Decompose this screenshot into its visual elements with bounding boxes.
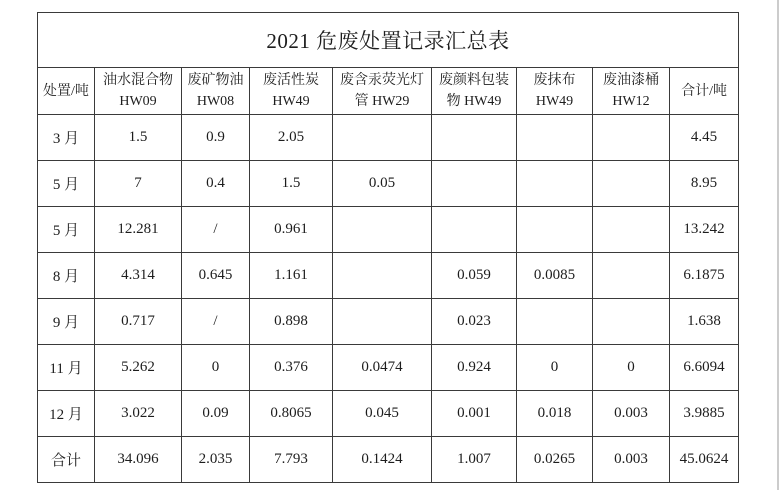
row-month-label: 8 月 [38,253,95,299]
table-cell [517,161,593,207]
table-cell [333,207,432,253]
table-cell: 2.035 [182,437,250,483]
row-month-label: 5 月 [38,207,95,253]
table-cell: 0.09 [182,391,250,437]
table-cell: 0.003 [593,391,670,437]
table-cell: 1.161 [250,253,333,299]
table-cell: 1.5 [250,161,333,207]
table-cell [333,299,432,345]
table-cell [593,115,670,161]
table-cell [432,115,517,161]
title-row [38,13,739,68]
table-title: 2021 危废处置记录汇总表 [38,13,739,68]
table-cell: 0 [517,345,593,391]
table-row-august [38,253,739,299]
table-cell [517,207,593,253]
table-cell [432,207,517,253]
header-row [38,68,739,115]
table-cell: 0.001 [432,391,517,437]
total-cell: 6.6094 [670,345,739,391]
column-header-waste-mineral-oil: 废矿物油 HW08 [182,68,250,115]
table-cell: 7.793 [250,437,333,483]
table-row-september [38,299,739,345]
table-cell: 0.924 [432,345,517,391]
table-cell [593,161,670,207]
table-cell [333,115,432,161]
table-cell: 0.018 [517,391,593,437]
table-row-november [38,345,739,391]
corner-header-cell: 处置/吨 [38,68,95,115]
table-cell: 0.0265 [517,437,593,483]
table-cell: 2.05 [250,115,333,161]
table-cell: / [182,299,250,345]
table-cell: 0.1424 [333,437,432,483]
table-cell: 0.003 [593,437,670,483]
table-cell: 1.007 [432,437,517,483]
total-cell: 3.9885 [670,391,739,437]
table-cell [593,207,670,253]
table-cell: 0.0085 [517,253,593,299]
table-row-may-1 [38,161,739,207]
column-header-oil-water-mix: 油水混合物 HW09 [95,68,182,115]
table-row-grand-total [38,437,739,483]
total-cell: 4.45 [670,115,739,161]
column-header-waste-paint-buckets: 废油漆桶 HW12 [593,68,670,115]
table-cell: 0.8065 [250,391,333,437]
table-cell: 0.05 [333,161,432,207]
table-cell [593,299,670,345]
table-cell [593,253,670,299]
table-cell: 34.096 [95,437,182,483]
total-cell: 1.638 [670,299,739,345]
table-cell [333,253,432,299]
total-cell: 45.0624 [670,437,739,483]
table-cell: 0.645 [182,253,250,299]
column-header-mercury-fluorescent-tubes: 废含汞荧光灯管 HW29 [333,68,432,115]
table-cell: 0.023 [432,299,517,345]
table-cell: 3.022 [95,391,182,437]
table-cell: 0.9 [182,115,250,161]
row-month-label: 12 月 [38,391,95,437]
table-cell: 0.717 [95,299,182,345]
table-cell: 0.898 [250,299,333,345]
table-row-may-2 [38,207,739,253]
row-total-label: 合计 [38,437,95,483]
table-cell: 7 [95,161,182,207]
total-cell: 6.1875 [670,253,739,299]
table-cell: / [182,207,250,253]
table-cell: 0 [593,345,670,391]
table-cell: 12.281 [95,207,182,253]
hazardous-waste-summary-table [37,12,739,483]
total-cell: 13.242 [670,207,739,253]
column-header-total: 合计/吨 [670,68,739,115]
table-cell: 1.5 [95,115,182,161]
table-cell [432,161,517,207]
table-cell: 0.059 [432,253,517,299]
row-month-label: 5 月 [38,161,95,207]
table-row-march [38,115,739,161]
row-month-label: 9 月 [38,299,95,345]
table-cell: 5.262 [95,345,182,391]
table-cell [517,115,593,161]
table-cell [517,299,593,345]
table-cell: 0.4 [182,161,250,207]
row-month-label: 11 月 [38,345,95,391]
row-month-label: 3 月 [38,115,95,161]
table-row-december [38,391,739,437]
column-header-pigment-packaging: 废颜料包装物 HW49 [432,68,517,115]
table-cell: 0.376 [250,345,333,391]
table-cell: 0.961 [250,207,333,253]
column-header-waste-activated-carbon: 废活性炭 HW49 [250,68,333,115]
column-header-waste-rags: 废抹布 HW49 [517,68,593,115]
table-cell: 0.0474 [333,345,432,391]
table-cell: 0 [182,345,250,391]
table-cell: 4.314 [95,253,182,299]
total-cell: 8.95 [670,161,739,207]
table-cell: 0.045 [333,391,432,437]
